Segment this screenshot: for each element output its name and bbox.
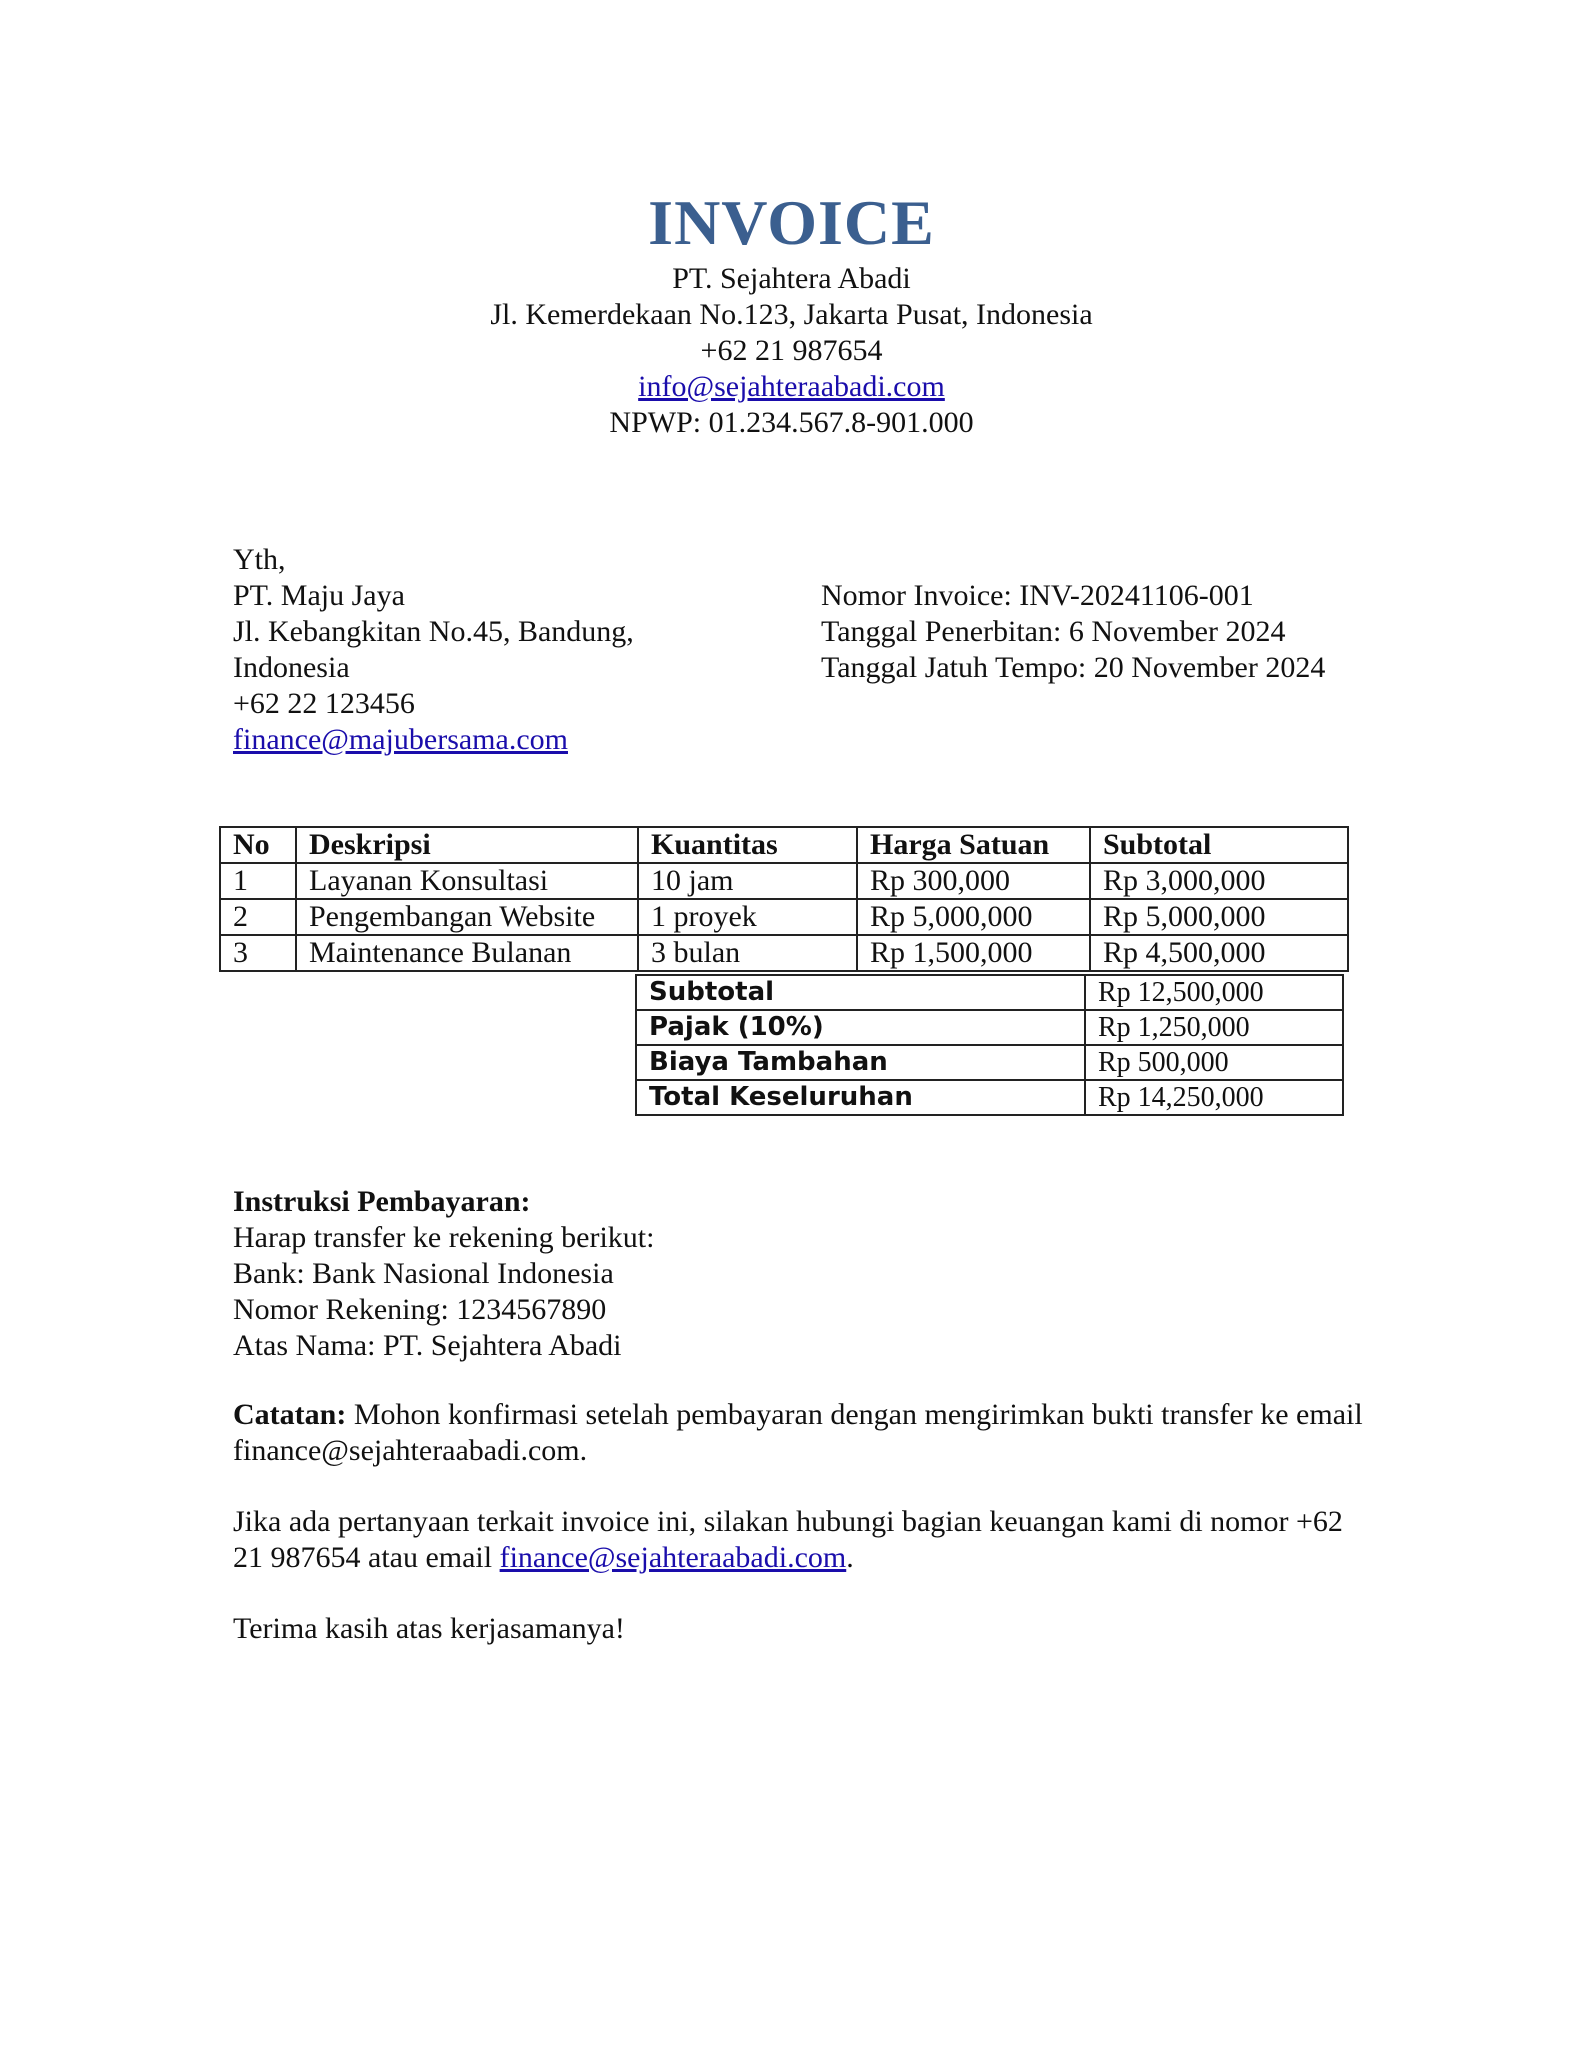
row-unit-price: Rp 1,500,000 bbox=[857, 935, 1090, 971]
summary-label: Biaya Tambahan bbox=[636, 1045, 1085, 1080]
company-email-link[interactable]: info@sejahteraabadi.com bbox=[638, 370, 945, 403]
invoice-title: INVOICE bbox=[648, 187, 935, 258]
header-quantity: Kuantitas bbox=[638, 827, 857, 863]
summary-row-tax bbox=[636, 1010, 1343, 1045]
closing-text: Terima kasih atas kerjasamanya! bbox=[233, 1612, 625, 1645]
summary-value: Rp 14,250,000 bbox=[1085, 1080, 1343, 1115]
table-row bbox=[220, 863, 1348, 899]
recipient-address-line2: Indonesia bbox=[233, 651, 350, 684]
items-table bbox=[219, 826, 1349, 972]
company-npwp: NPWP: 01.234.567.8-901.000 bbox=[609, 406, 974, 439]
summary-row-subtotal bbox=[636, 975, 1343, 1010]
contact-text: Jika ada pertanyaan terkait invoice ini, silakan hubungi bagian keuangan kami di nomor +62 21 987654 atau email bbox=[233, 1505, 1343, 1574]
row-description: Pengembangan Website bbox=[296, 899, 638, 935]
summary-value: Rp 500,000 bbox=[1085, 1045, 1343, 1080]
recipient-greeting: Yth, bbox=[233, 543, 286, 576]
payment-account-number: Nomor Rekening: 1234567890 bbox=[233, 1293, 607, 1326]
header-no: No bbox=[220, 827, 296, 863]
summary-label: Pajak (10%) bbox=[636, 1010, 1085, 1045]
payment-bank: Bank: Bank Nasional Indonesia bbox=[233, 1257, 614, 1290]
contact-end: . bbox=[846, 1541, 854, 1574]
header-description: Deskripsi bbox=[296, 827, 638, 863]
invoice-issue-date: Tanggal Penerbitan: 6 November 2024 bbox=[821, 615, 1286, 648]
recipient-phone: +62 22 123456 bbox=[233, 687, 415, 720]
summary-label: Total Keseluruhan bbox=[636, 1080, 1085, 1115]
row-subtotal: Rp 4,500,000 bbox=[1090, 935, 1348, 971]
row-quantity: 3 bulan bbox=[638, 935, 857, 971]
row-description: Maintenance Bulanan bbox=[296, 935, 638, 971]
payment-instructions bbox=[233, 1184, 654, 1364]
items-header-row bbox=[220, 827, 1348, 863]
company-name: PT. Sejahtera Abadi bbox=[672, 262, 911, 295]
summary-value: Rp 12,500,000 bbox=[1085, 975, 1343, 1010]
row-no: 3 bbox=[220, 935, 296, 971]
company-address: Jl. Kemerdekaan No.123, Jakarta Pusat, Indonesia bbox=[490, 298, 1093, 331]
contact-email-link[interactable]: finance@sejahteraabadi.com bbox=[499, 1541, 847, 1574]
row-unit-price: Rp 5,000,000 bbox=[857, 899, 1090, 935]
header-unit-price: Harga Satuan bbox=[857, 827, 1090, 863]
row-quantity: 1 proyek bbox=[638, 899, 857, 935]
payment-account-holder: Atas Nama: PT. Sejahtera Abadi bbox=[233, 1329, 622, 1362]
table-row bbox=[220, 935, 1348, 971]
header-subtotal: Subtotal bbox=[1090, 827, 1348, 863]
invoice-due-date: Tanggal Jatuh Tempo: 20 November 2024 bbox=[821, 651, 1326, 684]
note-paragraph bbox=[233, 1397, 1363, 1469]
contact-paragraph bbox=[233, 1504, 1363, 1576]
payment-line: Harap transfer ke rekening berikut: bbox=[233, 1221, 655, 1254]
summary-row-grand-total bbox=[636, 1080, 1343, 1115]
payment-heading: Instruksi Pembayaran: bbox=[233, 1185, 531, 1218]
row-no: 2 bbox=[220, 899, 296, 935]
recipient-email-link[interactable]: finance@majubersama.com bbox=[233, 723, 568, 756]
recipient-name: PT. Maju Jaya bbox=[233, 579, 405, 612]
company-phone: +62 21 987654 bbox=[700, 334, 883, 367]
invoice-header bbox=[0, 185, 1583, 441]
row-unit-price: Rp 300,000 bbox=[857, 863, 1090, 899]
row-subtotal: Rp 5,000,000 bbox=[1090, 899, 1348, 935]
recipient-address-line1: Jl. Kebangkitan No.45, Bandung, bbox=[233, 615, 634, 648]
summary-row-additional-fee bbox=[636, 1045, 1343, 1080]
invoice-number: Nomor Invoice: INV-20241106-001 bbox=[821, 579, 1254, 612]
row-subtotal: Rp 3,000,000 bbox=[1090, 863, 1348, 899]
table-row bbox=[220, 899, 1348, 935]
invoice-meta bbox=[821, 578, 1325, 686]
recipient-block bbox=[233, 542, 634, 758]
note-text: Mohon konfirmasi setelah pembayaran dengan mengirimkan bukti transfer ke email finance@sejahteraabadi.com. bbox=[233, 1398, 1363, 1467]
summary-table bbox=[635, 974, 1344, 1116]
row-no: 1 bbox=[220, 863, 296, 899]
note-label: Catatan: bbox=[233, 1398, 347, 1431]
row-quantity: 10 jam bbox=[638, 863, 857, 899]
summary-value: Rp 1,250,000 bbox=[1085, 1010, 1343, 1045]
summary-label: Subtotal bbox=[636, 975, 1085, 1010]
row-description: Layanan Konsultasi bbox=[296, 863, 638, 899]
